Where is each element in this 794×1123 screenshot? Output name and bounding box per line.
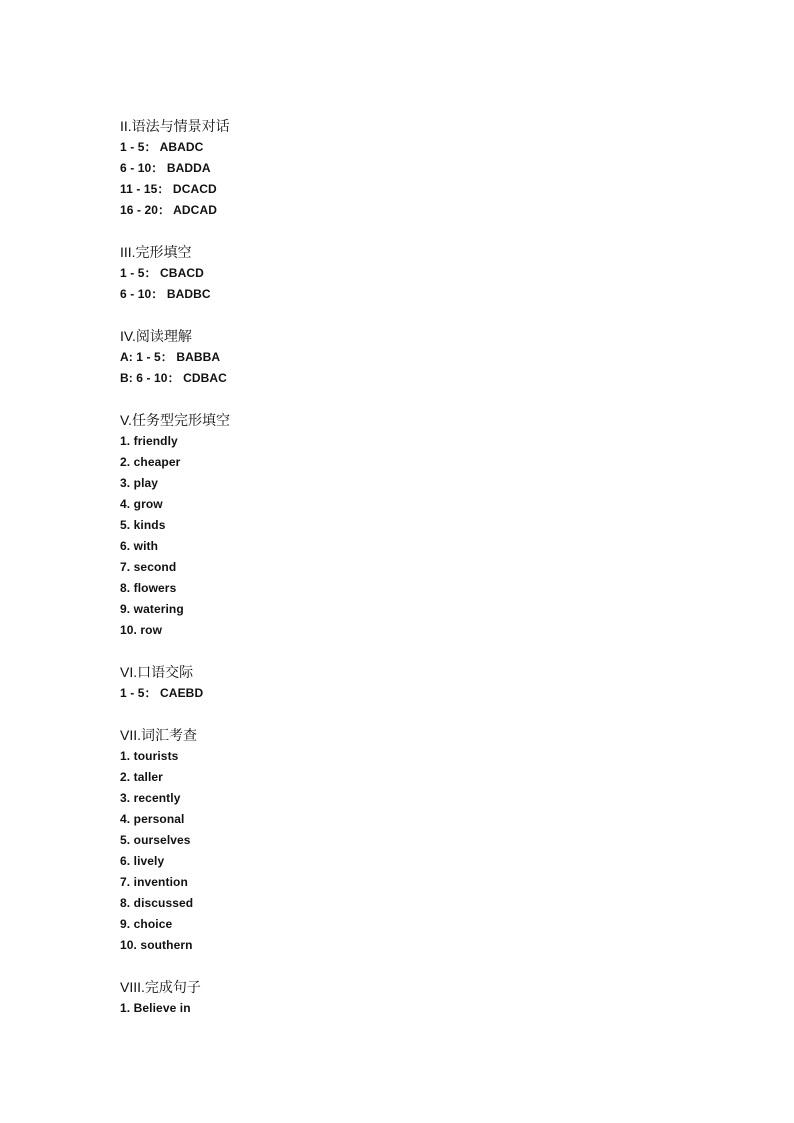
answer-line: 4. personal — [120, 812, 185, 826]
answer-line: 9. watering — [120, 602, 184, 616]
answer-line: 1. Believe in — [120, 1001, 191, 1015]
answer-line: 6. lively — [120, 854, 165, 868]
answer-line: 1 - 5： ABADC — [120, 140, 204, 154]
section-heading: IV.阅读理解 — [120, 328, 192, 344]
answer-line: 1 - 5： CAEBD — [120, 686, 204, 700]
answer-line: 4. grow — [120, 497, 163, 511]
section-cloze — [120, 242, 680, 305]
answer-line: 2. cheaper — [120, 455, 181, 469]
section-oral-communication — [120, 662, 680, 704]
answer-line: 10. southern — [120, 938, 193, 952]
section-heading: II.语法与情景对话 — [120, 118, 230, 134]
answer-line: 8. discussed — [120, 896, 194, 910]
answer-line: 6 - 10： BADBC — [120, 287, 211, 301]
section-sentence-completion — [120, 977, 680, 1019]
answer-line: 9. choice — [120, 917, 173, 931]
section-heading: VI.口语交际 — [120, 664, 194, 680]
answer-line: 1. tourists — [120, 749, 179, 763]
answer-line: 7. second — [120, 560, 177, 574]
section-grammar-dialogue — [120, 116, 680, 221]
answer-line: 1. friendly — [120, 434, 178, 448]
answer-line: 16 - 20： ADCAD — [120, 203, 217, 217]
answer-line: 6 - 10： BADDA — [120, 161, 211, 175]
answer-line: A: 1 - 5： BABBA — [120, 350, 221, 364]
section-heading: III.完形填空 — [120, 244, 192, 260]
answer-line: 1 - 5： CBACD — [120, 266, 204, 280]
answer-line: 3. recently — [120, 791, 181, 805]
answer-line: 10. row — [120, 623, 163, 637]
answer-key-document — [120, 116, 680, 1019]
answer-line: 8. flowers — [120, 581, 177, 595]
section-heading: VII.词汇考查 — [120, 727, 198, 743]
answer-line: 6. with — [120, 539, 159, 553]
section-reading — [120, 326, 680, 389]
answer-line: 2. taller — [120, 770, 163, 784]
answer-line: 3. play — [120, 476, 159, 490]
section-vocabulary — [120, 725, 680, 956]
answer-line: B: 6 - 10： CDBAC — [120, 371, 227, 385]
answer-line: 11 - 15： DCACD — [120, 182, 217, 196]
answer-line: 7. invention — [120, 875, 188, 889]
section-task-cloze — [120, 410, 680, 641]
section-heading: VIII.完成句子 — [120, 979, 201, 995]
section-heading: V.任务型完形填空 — [120, 412, 230, 428]
answer-line: 5. kinds — [120, 518, 166, 532]
answer-line: 5. ourselves — [120, 833, 191, 847]
